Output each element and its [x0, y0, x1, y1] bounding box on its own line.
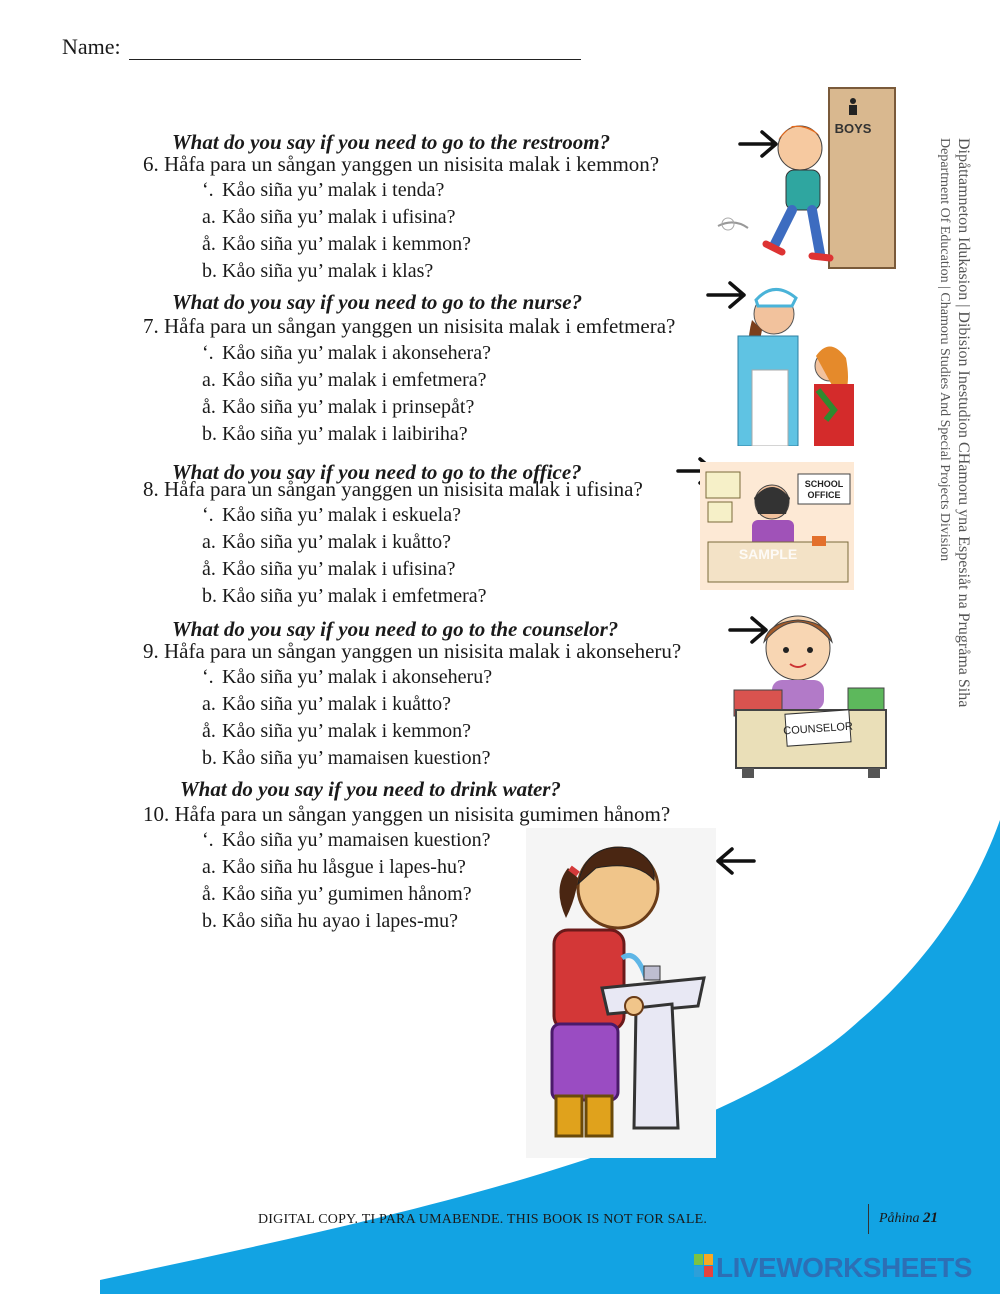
drinking-fountain-illustration	[526, 828, 716, 1158]
option[interactable]: å. Kåo siña yu’ malak i kemmon?	[202, 233, 472, 255]
question-7-english: What do you say if you need to go to the nurse?	[172, 290, 583, 314]
liveworksheets-wordmark: LIVEWORKSHEETS	[716, 1252, 972, 1283]
option[interactable]: a. Kåo siña yu’ malak i emfetmera?	[202, 369, 487, 391]
option[interactable]: å. Kåo siña yu’ malak i prinsepåt?	[202, 396, 475, 418]
department-line-chamoru: Dipåttamneton Idukasion | Dibision Inestudion CHamoru yna Espesiåt na Prugråma Siha	[955, 138, 972, 708]
option[interactable]: ‘. Kåo siña yu’ mamaisen kuestion?	[202, 829, 491, 851]
option[interactable]: b. Kåo siña yu’ mamaisen kuestion?	[202, 747, 491, 769]
option[interactable]: a. Kåo siña yu’ malak i kuåtto?	[202, 531, 452, 553]
arrow-left-icon	[714, 845, 756, 877]
footer-divider	[868, 1204, 869, 1234]
name-blank-line[interactable]	[129, 39, 581, 60]
svg-text:BOYS: BOYS	[834, 121, 872, 136]
question-7-chamoru: 7. Håfa para un sångan yanggen un nisisita malak i emfetmera?	[143, 314, 676, 338]
question-9-chamoru: 9. Håfa para un sångan yanggen un nisisita malak i akonseheru?	[143, 639, 682, 663]
counselor-illustration	[732, 606, 890, 782]
name-label: Name:	[62, 34, 121, 59]
option[interactable]: ‘. Kåo siña yu’ malak i eskuela?	[202, 504, 461, 526]
question-8-chamoru: 8. Håfa para un sångan yanggen un nisisita malak i ufisina?	[143, 477, 643, 501]
option[interactable]: b. Kåo siña yu’ malak i laibiriha?	[202, 423, 468, 445]
option[interactable]: å. Kåo siña yu’ gumimen hånom?	[202, 883, 472, 905]
page-number: Påhina 21	[879, 1210, 938, 1226]
question-10-chamoru: 10. Håfa para un sångan yanggen un nisisita gumimen hånom?	[143, 802, 671, 826]
department-sidebar	[933, 138, 973, 838]
question-8-english: What do you say if you need to go to the office?	[172, 460, 582, 484]
option[interactable]: ‘. Kåo siña yu’ malak i akonseheru?	[202, 666, 493, 688]
question-9-english: What do you say if you need to go to the counselor?	[172, 617, 619, 641]
question-6-chamoru: 6. Håfa para un sångan yanggen un nisisita malak i kemmon?	[143, 152, 660, 176]
footer-notice: DIGITAL COPY. TI PARA UMABENDE. THIS BOOK IS NOT FOR SALE.	[258, 1212, 708, 1227]
restroom-boy-illustration	[712, 86, 898, 272]
question-10-english: What do you say if you need to drink water?	[180, 777, 561, 801]
option[interactable]: a. Kåo siña yu’ malak i ufisina?	[202, 206, 456, 228]
svg-text:SAMPLE: SAMPLE	[738, 546, 798, 562]
question-6-english: What do you say if you need to go to the restroom?	[172, 130, 611, 154]
option[interactable]: ‘. Kåo siña yu’ malak i akonsehera?	[202, 342, 491, 364]
department-line-english: Department Of Education | Chamoru Studies And Special Projects Division	[937, 138, 952, 562]
option[interactable]: å. Kåo siña yu’ malak i ufisina?	[202, 558, 456, 580]
option[interactable]: å. Kåo siña yu’ malak i kemmon?	[202, 720, 472, 742]
liveworksheets-logo-icon	[694, 1254, 714, 1278]
option[interactable]: b. Kåo siña hu ayao i lapes-mu?	[202, 910, 459, 932]
svg-text:COUNSELOR: COUNSELOR	[782, 720, 854, 738]
svg-text:OFFICE: OFFICE	[807, 490, 841, 500]
nurse-illustration	[722, 280, 856, 446]
option[interactable]: a. Kåo siña hu låsgue i lapes-hu?	[202, 856, 466, 878]
school-office-illustration	[700, 462, 854, 590]
option[interactable]: b. Kåo siña yu’ malak i klas?	[202, 260, 434, 282]
option[interactable]: b. Kåo siña yu’ malak i emfetmera?	[202, 585, 487, 607]
svg-text:SCHOOL: SCHOOL	[804, 479, 844, 489]
option[interactable]: a. Kåo siña yu’ malak i kuåtto?	[202, 693, 452, 715]
option[interactable]: ‘. Kåo siña yu’ malak i tenda?	[202, 179, 445, 201]
name-field[interactable]	[62, 34, 581, 60]
